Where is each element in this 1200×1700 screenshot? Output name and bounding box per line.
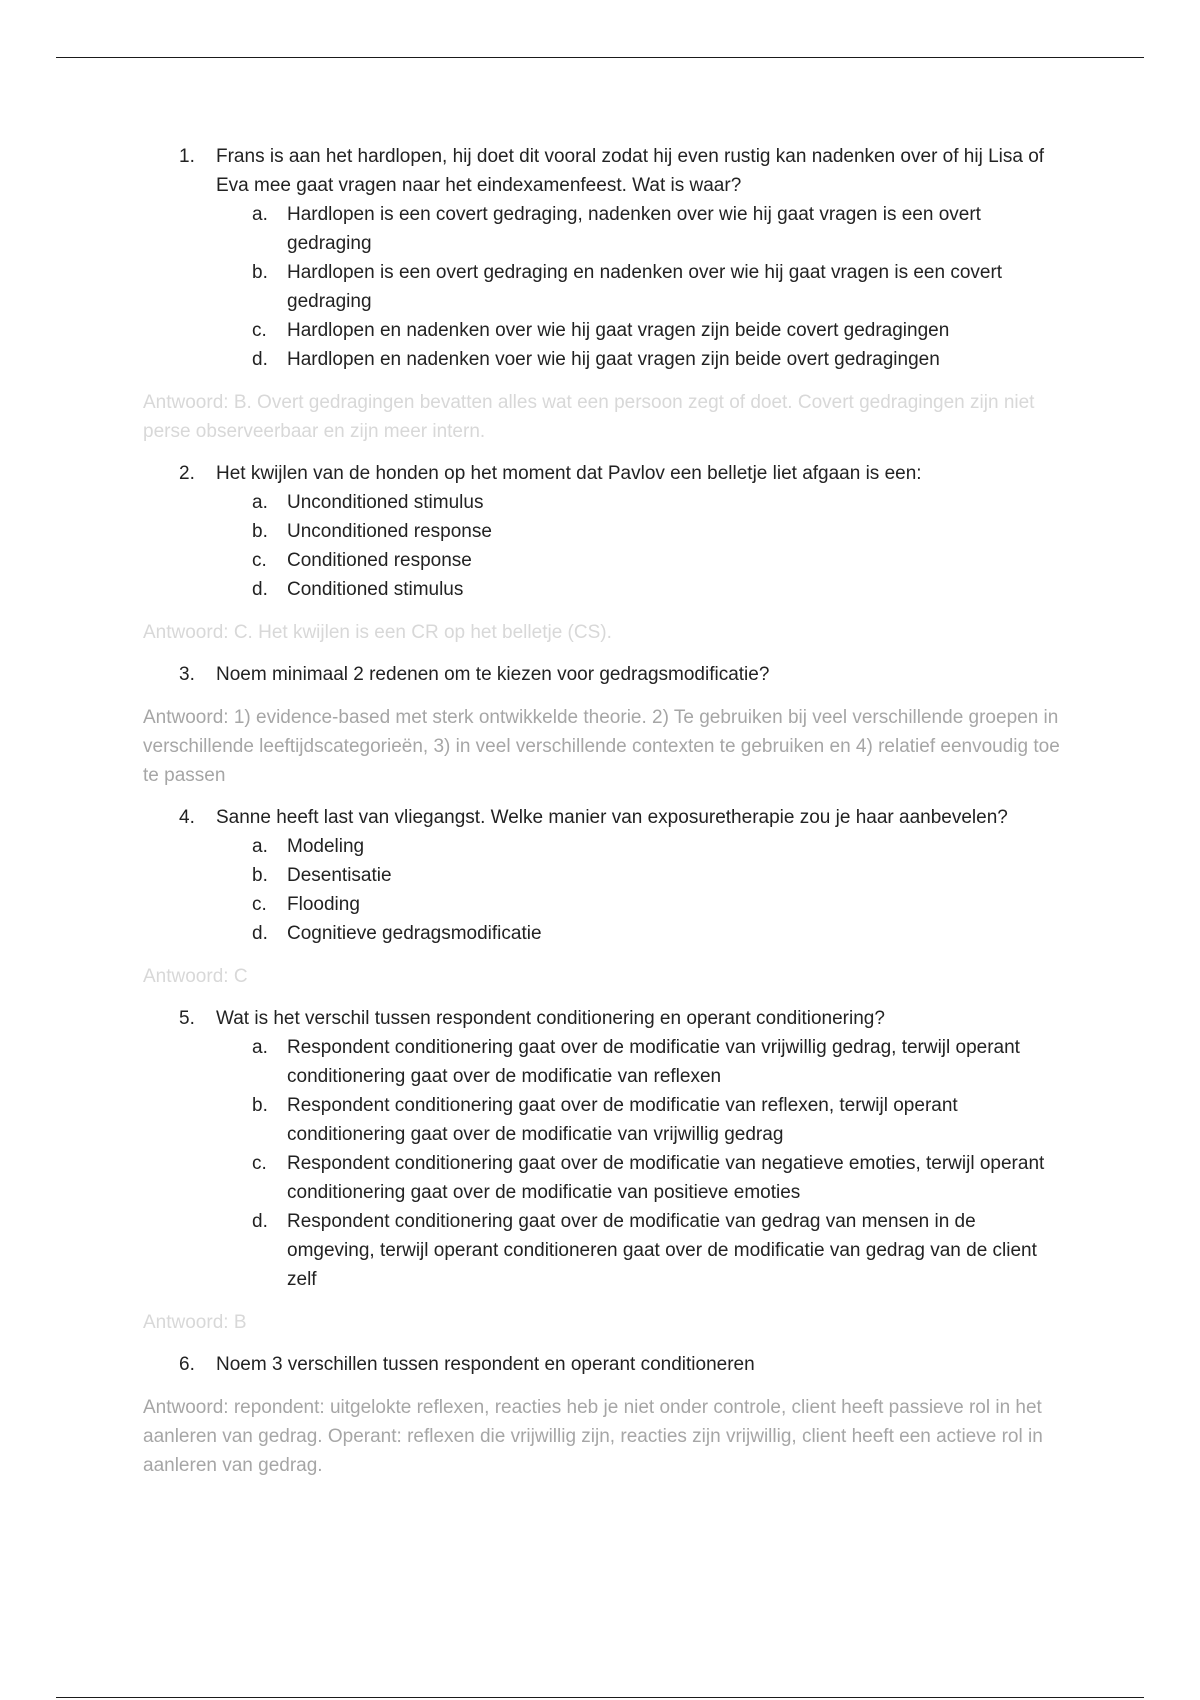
question-text: Het kwijlen van de honden op het moment dat Pavlov een belletje liet afgaan is een: [216, 463, 922, 484]
option-2d [143, 575, 1063, 604]
question-number: 2. [179, 463, 195, 484]
option-letter: a. [252, 492, 268, 513]
question-text: Sanne heeft last van vliegangst. Welke manier van exposuretherapie zou je haar aanbevelen? [216, 807, 1008, 828]
option-4d [143, 919, 1063, 948]
option-letter: b. [252, 865, 268, 886]
option-1d [143, 345, 1063, 374]
answer-3: Antwoord: 1) evidence-based met sterk ontwikkelde theorie. 2) Te gebruiken bij veel verschillende groepen in verschillende leeftijdscategorieën, 3) in veel verschillende contexten te gebruiken en 4) relatief eenvoudig toe te passen [143, 707, 1060, 786]
option-5c [143, 1149, 1063, 1207]
option-text: Desentisatie [287, 865, 392, 886]
header-rule [56, 57, 1144, 58]
option-text: Flooding [287, 894, 360, 915]
option-2a [143, 488, 1063, 517]
option-letter: c. [252, 550, 267, 571]
option-letter: a. [252, 836, 268, 857]
answer-6: Antwoord: repondent: uitgelokte reflexen, reacties heb je niet onder controle, client heeft passieve rol in het aanleren van gedrag. Operant: reflexen die vrijwillig zijn, reacties zijn vrijwillig, client heeft een actieve rol in aanleren van gedrag. [143, 1397, 1043, 1476]
option-letter: a. [252, 1037, 268, 1058]
answer-4: Antwoord: C [143, 966, 248, 987]
option-5d [143, 1207, 1063, 1294]
option-letter: d. [252, 923, 268, 944]
option-text: Conditioned stimulus [287, 579, 464, 600]
option-text: Unconditioned response [287, 521, 492, 542]
option-text: Hardlopen en nadenken over wie hij gaat vragen zijn beide covert gedragingen [287, 320, 950, 341]
footer-rule [56, 1697, 1144, 1698]
question-2 [143, 459, 1063, 488]
option-2c [143, 546, 1063, 575]
option-text: Respondent conditionering gaat over de modificatie van vrijwillig gedrag, terwijl operant conditionering gaat over de modificatie van reflexen [287, 1037, 1020, 1087]
option-text: Unconditioned stimulus [287, 492, 484, 513]
option-letter: c. [252, 894, 267, 915]
answer-5: Antwoord: B [143, 1312, 247, 1333]
question-text: Noem 3 verschillen tussen respondent en operant conditioneren [216, 1354, 755, 1375]
option-letter: b. [252, 521, 268, 542]
option-4b [143, 861, 1063, 890]
question-3 [143, 660, 1063, 689]
option-letter: b. [252, 262, 268, 283]
question-6 [143, 1350, 1063, 1379]
question-number: 5. [179, 1008, 195, 1029]
option-letter: a. [252, 204, 268, 225]
question-list [143, 142, 1063, 1493]
option-5a [143, 1033, 1063, 1091]
option-1b [143, 258, 1063, 316]
answer-2: Antwoord: C. Het kwijlen is een CR op het belletje (CS). [143, 622, 612, 643]
option-text: Conditioned response [287, 550, 472, 571]
option-1a [143, 200, 1063, 258]
option-5b [143, 1091, 1063, 1149]
option-4a [143, 832, 1063, 861]
question-number: 1. [179, 146, 195, 167]
option-letter: c. [252, 1153, 267, 1174]
question-number: 3. [179, 664, 195, 685]
option-text: Hardlopen en nadenken voer wie hij gaat vragen zijn beide overt gedragingen [287, 349, 940, 370]
answer-1: Antwoord: B. Overt gedragingen bevatten alles wat een persoon zegt of doet. Covert gedragingen zijn niet perse observeerbaar en zijn meer intern. [143, 392, 1035, 442]
question-4 [143, 803, 1063, 832]
question-number: 6. [179, 1354, 195, 1375]
option-2b [143, 517, 1063, 546]
option-text: Respondent conditionering gaat over de modificatie van gedrag van mensen in de omgeving, terwijl operant conditioneren gaat over de modificatie van gedrag van de client zelf [287, 1211, 1037, 1290]
question-text: Wat is het verschil tussen respondent conditionering en operant conditionering? [216, 1008, 885, 1029]
option-text: Respondent conditionering gaat over de modificatie van negatieve emoties, terwijl operant conditionering gaat over de modificatie van positieve emoties [287, 1153, 1045, 1203]
option-letter: d. [252, 1211, 268, 1232]
option-letter: b. [252, 1095, 268, 1116]
question-text: Frans is aan het hardlopen, hij doet dit vooral zodat hij even rustig kan nadenken over of hij Lisa of Eva mee gaat vragen naar het eindexamenfeest. Wat is waar? [216, 146, 1045, 196]
option-text: Modeling [287, 836, 365, 857]
option-1c [143, 316, 1063, 345]
option-letter: c. [252, 320, 267, 341]
question-1 [143, 142, 1063, 200]
option-4c [143, 890, 1063, 919]
question-number: 4. [179, 807, 195, 828]
option-text: Respondent conditionering gaat over de modificatie van reflexen, terwijl operant conditionering gaat over de modificatie van vrijwillig gedrag [287, 1095, 958, 1145]
option-letter: d. [252, 579, 268, 600]
option-text: Hardlopen is een overt gedraging en nadenken over wie hij gaat vragen is een covert gedraging [287, 262, 1003, 312]
question-5 [143, 1004, 1063, 1033]
question-text: Noem minimaal 2 redenen om te kiezen voor gedragsmodificatie? [216, 664, 770, 685]
option-text: Hardlopen is een covert gedraging, nadenken over wie hij gaat vragen is een overt gedraging [287, 204, 981, 254]
option-letter: d. [252, 349, 268, 370]
option-text: Cognitieve gedragsmodificatie [287, 923, 542, 944]
